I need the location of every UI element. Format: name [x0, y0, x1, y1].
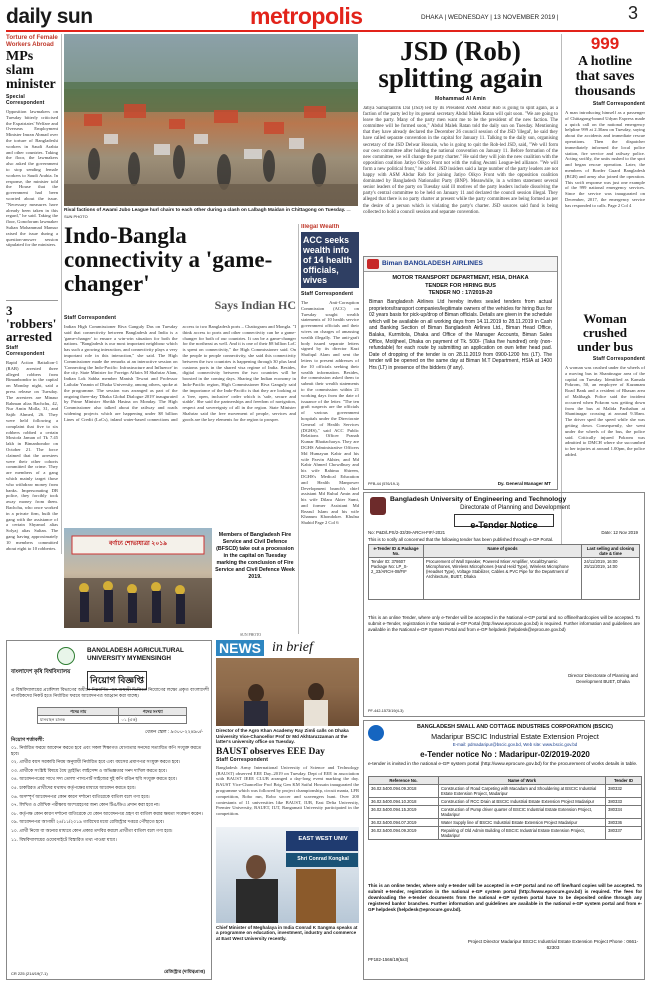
acc-kicker: Illegal Wealth	[301, 224, 340, 230]
nib-label-1: NEWS	[216, 640, 264, 656]
robbers-title: 3 'robbers' arrested	[6, 303, 57, 344]
biman-header	[364, 257, 557, 272]
hotline-article	[565, 34, 645, 309]
bscic-table	[368, 776, 642, 840]
column-divider-3	[298, 224, 299, 634]
bau-ad	[6, 640, 212, 980]
bscic-col-id: Tender ID	[606, 777, 642, 785]
mps-byline: Special Correspondent	[6, 94, 45, 106]
bau-institution-bn: বাংলাদেশ কৃষি বিশ্ববিদ্যালয়	[11, 669, 71, 675]
buet-logo-icon	[370, 497, 386, 515]
acc-title: ACC seeks wealth info of 14 health officials, wives	[303, 235, 352, 285]
woman-body: A woman was crushed under the wheels of a moving bus in Shantinagar area of the capital on Tuesday. Identified as Kamala Pokrom, 50, an employee of Kazamam Road Bank and a resident of Bhasan area of Malibagh. Police said the incident occurred when Pokrom was getting down from the bus at Malida Paribahan at Shantinagar crossing at around 9.30am. The driver sped the speed while she was getting down. Consequently, she went under the wheels of the bus, the police said. Critically injured Pokrom was admitted to DMCH where she succumbed to her injuries at around 1.00pm, the police added.	[565, 365, 645, 457]
nib-header	[216, 640, 359, 658]
bau-condition: ০১. নির্ধারিত ফরমে আবেদন করতে হবে এবং সকল শিক্ষাগত যোগ্যতার সনদের সত্যায়িত কপি সংযুক্ত করতে হবে।	[11, 745, 202, 756]
bscic-col-work: Name of Work	[439, 777, 606, 785]
hotline-number: 999	[590, 34, 620, 53]
bau-condition: ০৫. চাকরিরত প্রার্থীদের যথাযথ কর্তৃপক্ষের মাধ্যমে আবেদন করতে হবে।	[11, 784, 136, 790]
biman-tender-title: TENDER FOR HIRING BUS	[425, 283, 496, 289]
buet-intro: This is to notify all concerned that the following tender has been published through e-GP Portal.	[368, 537, 554, 542]
bau-ref: CR 225 (214/19(7-1)	[11, 971, 48, 976]
buet-title: e-Tender Notice	[470, 520, 538, 530]
bscic-id: 380336	[606, 819, 642, 827]
bscic-col-ref: Reference No.	[369, 777, 439, 785]
bscic-work: Repairing of Old Admin Building of BSCIC Industrial Estate Extension Project, Madaripur	[439, 827, 606, 840]
jsd-body: Jatiya Samajtantrik Dal (JSD) led by its President ASM Abdur Rob is going to split again, as a faction of the party led by its general secretary Abdul Malek Ratan will quit soon. "We are going to leave the party. Many of the party men want me to be the president of the new faction. The committee will be formed soon," Abdul Malek Ratan told the daily sun on Tuesday. Mentioning that they have already declared the December 26 council session of the JSD 'illegal', he said they have called separate convention in the capital for January 11. Talking to the daily sun, organising secretary of the JSD Delwar Hossain, who is going to quit the Rob-led JSD, said, "We will form our own committee after holding the national convention on January 11. Before formation of the new committee, we will change the party charter." He said they will join the new coalition with the opposition coalition Jatiyo Oikyo Front not with the ruling Awami League-led alliance. "We will form a new political front," he added. JSD insiders said a large number of the party leaders are not happy with ASM Abdur Rob for joining Jatiyo Oikyo Front with the opposition coalition dominated by Bangladesh Nationalist Party (BNP). Meanwhile, in a written statement several senior leaders of the party on Tuesday said ill motives of the party leaders include dissolving the party's central committee to be held on January 11 and declared the council session illegal. They alleged that there is no party charter at present while the party committees are being formed as per the desire of a person which is violating the party's charter. JSD sources said fund is being collected to hold a council session and separate convention.	[363, 106, 558, 215]
bau-notice-title: নিয়োগ বিজ্ঞপ্তি	[87, 671, 147, 690]
photo-chair-clash	[64, 34, 358, 206]
buet-col-goods: Name of goods	[424, 545, 582, 558]
biman-ad	[363, 256, 558, 490]
rally-caption-box	[214, 528, 296, 628]
rally-banner-text: বর্ণাঢ্য শোভাযাত্রা ২০১৯	[108, 541, 168, 547]
bau-condition: ১১. বিশ্ববিদ্যালয়ের ওয়েবসাইটে বিস্তারিত তথ্য পাওয়া যাবে।	[11, 836, 117, 842]
bscic-footer: This is an online tender, where only e-tender will be accepted in e-GP portal and no off line/hard copies will be accepted. To submit e-tender, registration in the national e-GP system portal (http://www.eprocure.gov.bd) is required. The fees for downloading the e-tender documents from the national e-GP system portal have to be deposited online through any registered banks' branches. Further information and guidelines are available in the national e-GP system portal and from e-GP helpdesk (helpdesk@eprocure.gov.bd).	[368, 883, 642, 912]
bscic-id: 380333	[606, 798, 642, 806]
nib-photo-2-board-1: EAST WEST UNIV	[298, 835, 348, 842]
bscic-org: BANGLADESH SMALL AND COTTAGE INDUSTRIES CORPORATION (BSCIC)	[417, 724, 613, 730]
buet-table	[368, 544, 640, 600]
jsd-title: JSD (Rob) splitting again	[378, 38, 543, 93]
jsd-byline: Mohammad Al Amin	[435, 96, 486, 102]
bscic-ref: 36.02.5400.094.10.2018	[369, 798, 439, 806]
biman-body: Biman Bangladesh Airlines Ltd hereby invites sealed tenders from actual proprietors/transport companies/legitimate owners of the vehicles for hiring Bus for 02 years basis for pick-up/drop of Biman officials. Details are given in the schedule which will be available on all working days from 14.11.2019 to 28.11.2019 in Cash and Banking Section of Biman Bangladesh Airlines Ltd., Biman Head Office, Balaka, Kurmitola, Dhaka and Office of the Manager Accounts, Biman Sales Office, Motijheel, Dhaka on payment of Tk. 500/- (Taka five hundred) only (non-refundable) for each route by submitting an application on own letter head pad. Date of dropping of the tender is on 28.11.2019 from 0900-1200 hrs (LT). The tender will be opened on the same day at Biman M.T Department, HSIA at 1400 Hrs (LT) in presence of the bidders (if any).	[369, 299, 552, 371]
buet-row-date: 24/11/2019, 16:00 25/11/2019, 14:00	[582, 558, 640, 600]
buet-title-box	[454, 514, 554, 530]
buet-col-date: Last selling and closing date & time	[582, 545, 640, 558]
bau-condition: ০৬. অসম্পূর্ণ আবেদনপত্র কোন কারণ দর্শানো ব্যতিরেকে বাতিল বলে গণ্য হবে।	[11, 793, 150, 799]
indo-body: Indian High Commissioner Riva Ganguly Das on Tuesday said that connectivity between Bangladesh and India is a 'game-changer' to ensure a win-win situation for both the nations. "Bangladesh is our most important neighbour which has such a growing interaction, and connectivity plays a very important role in this interaction," she said. The High Commissioner made the remarks at an interactive session on 'Connecting the Indo-Pacific: Infrastructure and Influence' in the city. State Minister for Foreign Affairs M Shahriar Alam, Indian Lok Sabha member Manish Tewari and Professor Lailufar Yasmin of Dhaka University, among others, spoke at the programme. The session was arranged as part of the ongoing three-day 'Dhaka Global Dialogue 2019' inaugurated by Prime Minister Sheikh Hasina on Monday. The High Commissioner also talked about the railway and roads widening projects which are happening under $8 billion Lines of Credit (LoCs), inland water-based connections and access to two Bangladesh ports – Chattogram and Mongla. "I think access to ports and other connectivity can be a game-changer for both of our countries. It can be a game-changer for the northeast as well. And it is one of their $8 billion LoC is spent on connectivity," the High Commissioner said. On the people to people connectivity, she said this connectivity between the two countries is happening through 30 plus land customs ports in the shared visa regime of India. Besides, digital connectivity between the two countries will be boosted in the coming days. Sharing the Indian economy in Indo-Pacific region, High Commissioner Riva Ganguly said the importance of the Indo-Pacific is that they are looking at a 'free, open, inclusive' order which is 'safe, secure and stable'. She said the partnerships and freedom of navigation, respect and sovereignty of all in the region. State Minister Shahriar said the free movement of people, services and goods are the key elements for the region to prosper.	[64, 324, 296, 422]
bscic-ref: 36.02.5400.094.09.2019	[369, 827, 439, 840]
biman-ref: PFB-44 (576/19-1)	[368, 482, 400, 486]
bscic-work: Construction of Pump driver quarter of BSCIC Industrial Estate Extension Project, Madaripur	[439, 806, 606, 819]
section-name: metropolis	[250, 3, 363, 29]
bscic-contact: E-mail: pdmadaripur@bscic.gov.bd, Web site: www.bscic.gov.bd	[452, 742, 578, 747]
buet-footer: This is an online Tender, where only e-Tender will be accepted in the National e-GP portal and no offline/hardcopies will be accepted. To submit e-Tender, registration in the National e-GP Portal (http://www.eprocure.gov.bd) is required. Further information and guidelines are available in the National e-GP System Portal and from e-GP helpdesk (helpdesk@eprocure.gov.bd)	[368, 615, 640, 632]
buet-date: Date: 12 Nov 2019	[601, 530, 638, 535]
bscic-notice-no: e-Tender notice No : Madaripur-02/2019-2020	[420, 750, 590, 759]
bau-condition: ১০. প্রার্থী নিজে বা অন্যের মাধ্যমে কোন প্রকার তদবির করলে প্রার্থীতা বাতিল বলে গণ্য হবে।	[11, 827, 173, 833]
bau-col-post: পদের নাম	[38, 708, 119, 716]
acc-title-box	[301, 232, 359, 288]
nib-photo-1	[216, 658, 359, 726]
acc-article	[301, 224, 359, 634]
nib-item-1-byline: Staff Correspondent	[216, 756, 269, 763]
photo-caption-main	[64, 207, 358, 221]
column-divider	[61, 34, 62, 554]
bscic-ad	[363, 720, 645, 980]
nib-photo-2	[216, 827, 359, 923]
robbers-byline: Staff Correspondent	[6, 345, 45, 357]
woman-title: Woman crushed under bus	[577, 312, 633, 354]
bau-condition: ০২. প্রার্থীর বয়স সরকারি নিয়ম অনুযায়ী নির্ধারিত হবে এবং বয়সের প্রমাণপত্র সংযুক্ত করতে হবে।	[11, 759, 181, 765]
bscic-id: 380334	[606, 806, 642, 819]
biman-tender-no: TENDER NO : 17/2019-20	[428, 290, 493, 296]
bau-condition: ০৪. আবেদনপত্রের সাথে সদ্য তোলা পাসপোর্ট সাইজের দুই কপি রঙিন ছবি সংযুক্ত করতে হবে।	[11, 776, 177, 782]
rally-credit: SUN PHOTO	[240, 633, 262, 637]
nib-item-1-title: BAUST observes EEE Day	[216, 746, 325, 757]
photo-image	[64, 34, 358, 206]
hotline-body: A man introducing himself as a passenger of Chittagong-bound Udyan Express made a quick call on the national emergency helpline 999 at 2.30am on Tuesday, saying about the accidents and immediate rescue operations. Then the dispatcher immediately informed the local police station, fire service and railway police. Acting swiftly, the units rushed to the spot and began rescue operation. Later, the members of Border Guard Bangladesh (BGB) and army also joined the operation. This swift response was just one example of the 999 national emergency services. Since the service was inaugurated on December, 2017, the emergency service has responded to calls. Page 2 Col 4	[565, 110, 645, 208]
bscic-logo-icon	[368, 725, 384, 741]
buet-col-id: e-Tender ID & Package No.	[369, 545, 424, 558]
bscic-id: 380332	[606, 785, 642, 798]
buet-institution: Bangladesh University of Engineering and Technology	[390, 496, 567, 503]
acc-body: The Anti-Corruption Commission (ACC) on Tuesday sought wealth statements of 10 health service government officials and their wives on charges of amassing wealth illegally. The anti-graft body issued separate letters signed by its director Kazi Shafiqul Alam and sent the letters to present addresses of the 10 officials seeking their wealth information. Besides, the commission asked them to submit their wealth statements to the commission within 21 working days from the date of issuance of the letter. "The ten graft suspects are the officials of various government hospitals under the Directorate General of Health Services (DGHS)," said ACC Public Relations Officer Pranab Kumar Bhattacharya. They are DGHS Administrative Officers Md Humayun Kabir and his wife Parvin Akhter, and Md Kabir Ahmed Chowdhury and his wife Rahima Shireen, DGHS's Medical Education and Health Manpower Development branch's chief assistant Md Ruhul Amin and his wife Dilara Akter Sumi, and former Assistant Md Rezaul Islam and his wife Khanum Khondoker. Khulna Shahid Page 2 Col 6	[301, 300, 359, 526]
bau-cond-head: নিয়োগ শর্তাবলী:	[11, 737, 45, 743]
bau-condition: ০৩. প্রার্থীকে সংশ্লিষ্ট বিষয়ে বৈধ ড্রাইভিং লাইসেন্স ও অভিজ্ঞতার সনদ দাখিল করতে হবে।	[11, 767, 167, 773]
bau-condition: ০৭. লিখিত ও মৌখিক পরীক্ষায় অংশগ্রহণের জন্য কোন টিএ/ডিএ প্রদান করা হবে না।	[11, 802, 160, 808]
bscic-signer: Project Director Madaripur BSCIC Industrial Estate Extension Project Phone : 0661-62303	[467, 939, 639, 950]
masthead-rule	[6, 30, 644, 32]
biman-logo-icon	[367, 259, 379, 269]
indo-title: Indo-Bangla connectivity a 'game-changer'	[64, 224, 273, 296]
buet-signer: Director Directorate of Planning and Development BUET, Dhaka	[568, 673, 638, 684]
bscic-intro: e-tender is invited in the national e-GP system portal (http://www.eprocure.gov.bd) for the procurement of works details in table.	[368, 762, 638, 767]
buet-ref: PF-442-1573/19(4-3)	[368, 709, 404, 713]
hotline-title: A hotline that saves thousands	[574, 54, 636, 99]
buet-no: No: P&D/LPS/2-33/39-ARCH-FIF/-2021	[368, 530, 446, 535]
nib-photo-2-caption: Chief Minister of Meghalaya in India Conrad K Sangma speaks at a programme on education, investment, industry and commerce at East West University recently.	[216, 924, 358, 941]
bau-scale: বেতন স্কেল : ৯৩০০-২২৪৯০/-	[145, 730, 203, 735]
caption-text: Rival factions of Awami Jubo League hurl chairs to each other during a clash on Lalbagh Maidan in Chittagong on Tuesday.	[64, 208, 346, 213]
biman-signer: Dy. General Manager MT	[497, 481, 551, 486]
bau-condition: ০৯. আবেদনপত্র আগামী ২৪/১১/২০১৯ তারিখের মধ্যে রেজিস্ট্রার দপ্তরে পৌঁছাতে হবে।	[11, 819, 165, 825]
column-divider-2	[561, 34, 562, 554]
photo-credit: — SUN PHOTO	[64, 207, 351, 219]
buet-row-id: Tender ID: 378607 Package No: LP_S-2_33/ARCH-08/FIF	[369, 558, 424, 600]
bau-intro: এ বিশ্ববিদ্যালয়ের প্রকৌশল বিভাগের অধীনে নিম্নবর্ণিত পদে অস্থায়ী ভিত্তিতে নিয়োগের লক্ষ্যে প্রকৃত বাংলাদেশী নাগরিকদের নিকট হতে নির্ধারিত ফরমে আবেদনপত্র আহ্বান করা যাচ্ছে।	[11, 687, 209, 698]
bau-post-table	[37, 707, 187, 724]
left-column	[6, 34, 58, 554]
jsd-article	[363, 38, 558, 250]
bau-row-qual: ০১ (এক)	[119, 716, 187, 724]
bau-col-qual: পদের সংখ্যা	[119, 708, 187, 716]
bscic-work: Construction of Road Carpeting with Macadam and Shouldering at BSCIC Industrial Estate Extension Project, Madaripur	[439, 785, 606, 798]
indo-article	[64, 224, 296, 554]
woman-byline: Staff Correspondent	[592, 356, 645, 362]
dateline: DHAKA | WEDNESDAY | 13 NOVEMBER 2019 |	[421, 14, 559, 21]
acc-byline: Staff Correspondent	[301, 291, 354, 297]
buet-dept: Directorate of Planning and Development	[460, 505, 570, 511]
nib-photo-2-board-2: Shri Conrad Kongkal	[297, 855, 349, 862]
bau-condition: ০৮. কর্তৃপক্ষ কোন কারণ দর্শানো ব্যতিরেকে যে কোন আবেদনপত্র গ্রহণ বা বাতিল করার ক্ষমতা সংরক্ষণ করেন।	[11, 810, 203, 816]
bau-row-post: যানবাহন চালক	[38, 716, 119, 724]
bscic-ref: 36.02.5400.094.09.2018	[369, 785, 439, 798]
biman-dept: MOTOR TRANSPORT DEPARTMENT, HSIA, DHAKA	[392, 275, 529, 281]
nib-item-1-body: Bangladesh Army International University of Science and Technology (BAUST) observed EEE Day–2019 on Tuesday. Dept of EEE in association with BAUST IEEE CLUB arranged a day-long event marking the day. BAUST Vice-Chancellor Prof Brig Gen KM Saiful Hossain inaugurated the programme which was followed by project championship, circuit mania, LFR competition, Robo run, Robo soccer and scavengers hunt. Over 200 contestants of 11 universities like BAUST, IUB, East Delta University, Premier University, BAUET, IUT, Rangamati University participated in the competition.	[216, 764, 359, 817]
indo-byline: Staff Correspondent	[64, 315, 117, 321]
mps-body: Opposition lawmakers on Tuesday bitterly criticised the Expatriates' Welfare and Overseas Employment Minister Imran Ahmad over the torture of Bangladeshi workers in Saudi Arabia and other countries. Taking the floor, the lawmakers also asked the government to stop sending female workers to Saudi Arabia. In response, the minister told the House that the government had been worried about the issue. "Necessary measures have already been taken in this regard," he said. Taking the floor, Gonoforum lawmaker Sultan Mohammad Mansur raised the issue during a question-answer session stipulated for the ministers.	[6, 109, 58, 248]
rally-caption: Members of Bangladesh Fire Service and Civil Defence (BFSCD) take out a procession in the capital on Tuesday marking the conclusion of Fire Service and Civil Defence Week 2019.	[215, 532, 295, 580]
bscic-ref: 36.02.5400.094.15.2019	[369, 806, 439, 819]
page-number: 3	[628, 3, 639, 23]
photo-fire-service-rally	[64, 528, 212, 628]
bscic-ref-no: PF182-1566/19(5x3)	[368, 957, 409, 962]
indo-deck: Says Indian HC	[214, 298, 296, 312]
nib-label-2: in brief	[272, 640, 313, 655]
robbers-body: Rapid Action Battalion-1 (RAB) arrested three alleged robbers from Bimanbondor in the capital on Monday night, said a press release on Tuesday. The arrestees are Minaur Rahman alias Bachchu, 42, Nur Amin Molla, 31, and Sajib Ahmed, 26. They were held following a complaint that five to six robbers robbed a certain Mostofa Jaman of Tk 7.45 lakh in Bimanbondor on October 21. The force claimed that the arrestees were their other cohorts committed the crime. They are members of a gang which mainly target those who withdraw money from banks. Impersonating DB police, they forcibly took away money from them. Bachchu, who once worked in a private firm, built the gang with the assistance of a certain Shyamol alias Solyaj alias Sultan. The gang having approximately 10 members committed about eight to 10 robberies.	[6, 360, 58, 551]
nib-photo-1-image	[216, 658, 359, 726]
nib-photo-1-caption: Director of the Agro Khan Academy Ray Zimli calls on Dhaka University Vice-Chancellor Prof Dr Md Akhtaruzzaman at the latter's university office on Tuesday.	[216, 728, 349, 745]
bau-logo-icon	[57, 647, 75, 665]
bscic-ref: 36.02.5400.094.07.2019	[369, 819, 439, 827]
bau-institution: BANGLADESH AGRICULTURAL UNIVERSITY MYMENSINGH	[87, 647, 184, 662]
masthead	[0, 0, 650, 30]
paper-name: daily sun	[6, 5, 93, 28]
biman-airline: Biman BANGLADESH AIRLINES	[382, 260, 483, 267]
buet-ad	[363, 492, 645, 717]
mps-kicker: Torture of Female Workers Abroad	[6, 34, 58, 48]
bau-conditions	[11, 745, 209, 845]
bscic-work: Water Supply line of BSCIC Industrial Estate Extension Project Madaripur	[439, 819, 606, 827]
bau-signer: রেজিস্ট্রার (দায়িত্বপ্রাপ্ত)	[163, 969, 205, 974]
bscic-id: 380337	[606, 827, 642, 840]
buet-row-goods: Procurement of Wall Speaker, Powered Mixer Amplifier, Vocal/Dynamic Microphones, Wireless Microphones (Hand Held Type), Wireless Microphone (Headset Type), Voltage Stabilizer, Cables & PVC Pipe for the Department of Architecture, BUET, Dhaka	[424, 558, 582, 600]
news-in-brief	[216, 640, 359, 980]
bscic-work: Construction of RCC Drain at BSCIC Industrial Estate Extension Project Madaripur	[439, 798, 606, 806]
bscic-office: Madaripur BSCIC Industrial Estate Extension Project	[431, 732, 599, 741]
mps-title: MPs slam minister	[6, 49, 56, 92]
hotline-byline: Staff Correspondent	[592, 101, 645, 107]
